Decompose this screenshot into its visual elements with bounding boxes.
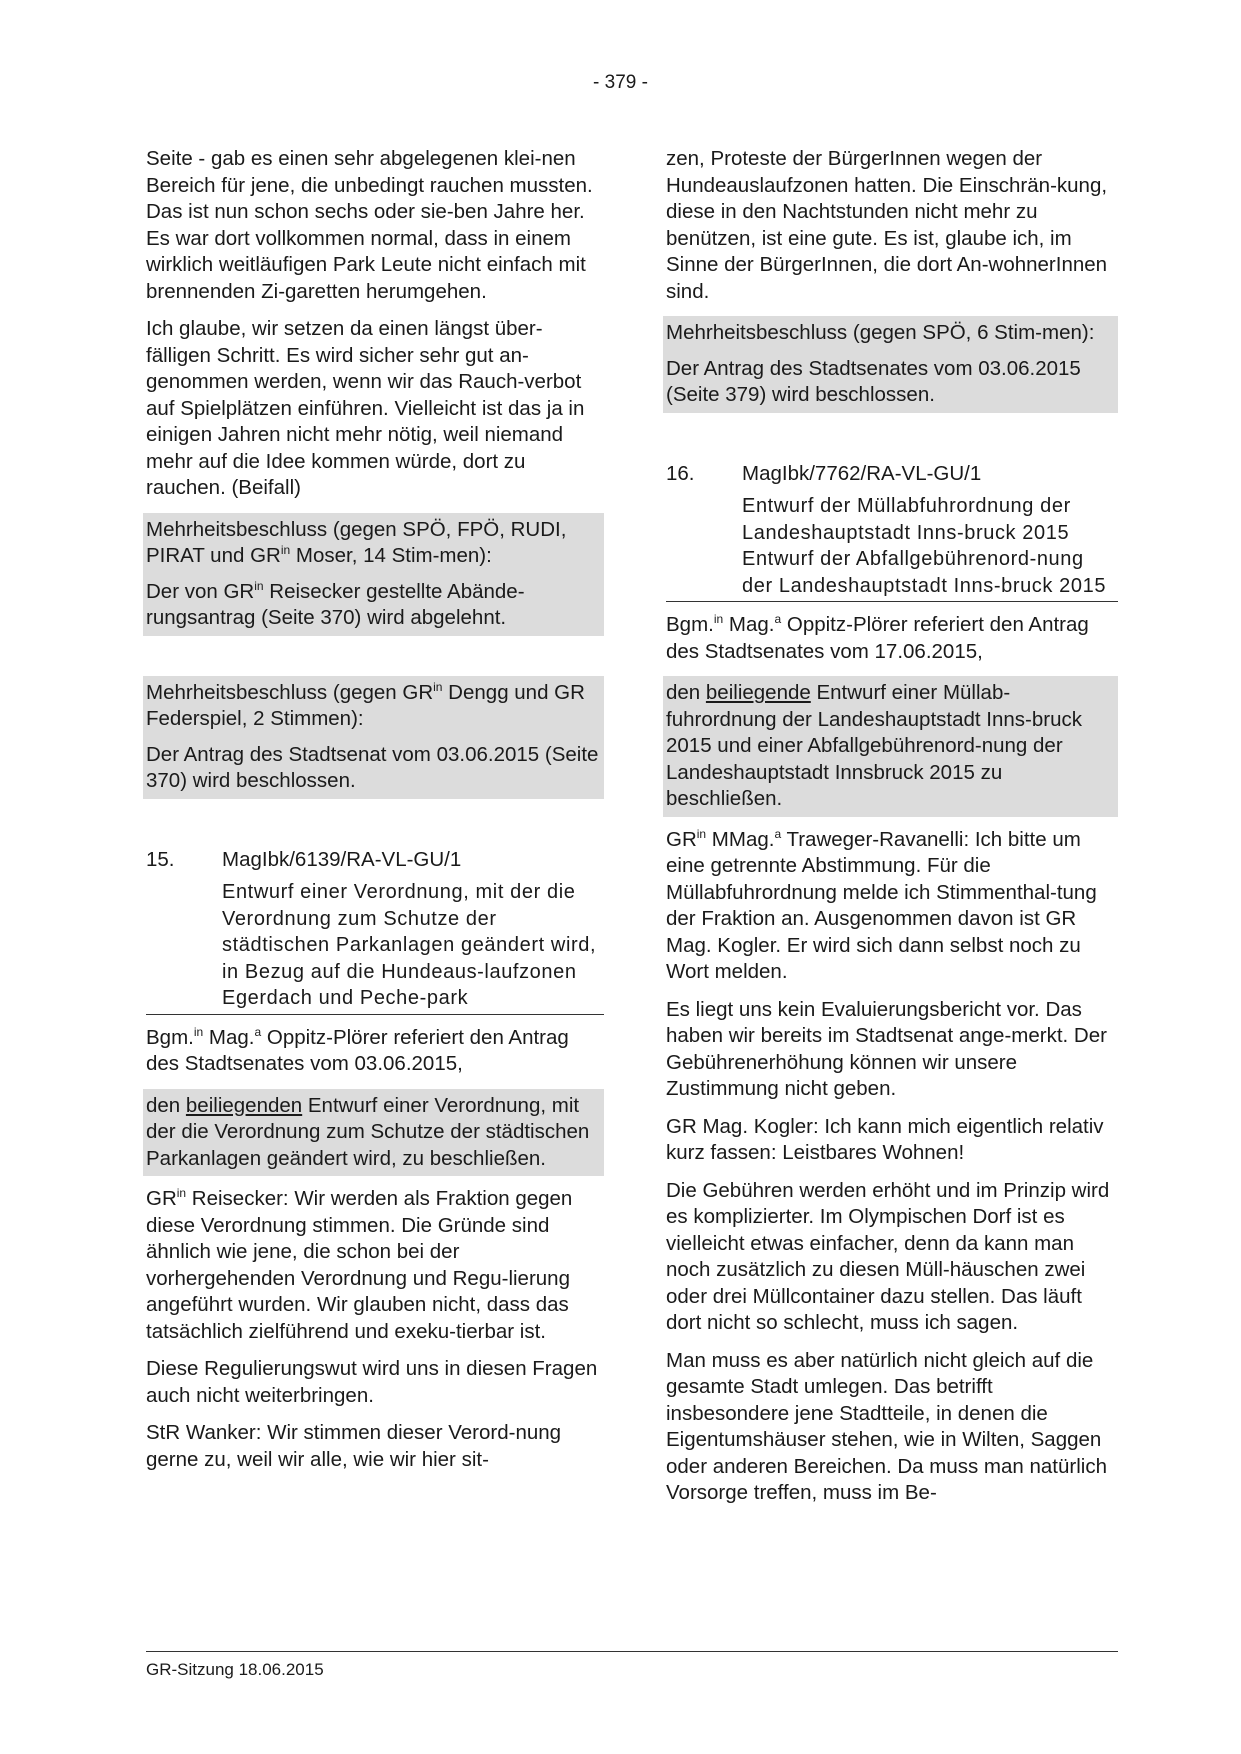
left-column [146,146,604,1484]
paragraph: Diese Regulierungswut wird uns in diesen Fragen auch nicht weiterbringen. [146,1357,598,1407]
right-column [666,146,1118,1518]
item-code: MagIbk/7762/RA-VL-GU/1 [742,461,982,485]
resolution-text: Mehrheitsbeschluss (gegen SPÖ, FPÖ, RUDI, PIRAT und $GR^{in}$ Moser, 14 Stim-men): [146,517,567,567]
footer-rule [146,1651,1118,1652]
footer-text: GR-Sitzung 18.06.2015 [146,1660,324,1679]
paragraph: $GR^{in}$ Reisecker: Wir werden als Fraktion gegen diese Verordnung stimmen. Die Gründe sind ähnlich wie jene, die schon bei der vorhergehenden Verordnung und Regu-lierung angeführt wurden. Wir glauben nicht, dass das tatsächlich zielführend und exeku-tierbar ist. [146,1186,573,1343]
paragraph: $GR^{in}$ MMag.$^a$ Traweger-Ravanelli: Ich bitte um eine getrennte Abstimmung. Für die Müllabfuhrordnung melde ich Stimmenthal-tung der Fraktion an. Ausgenommen davon ist GR Mag. Kogler. Er wird sich dann selbst noch zu Wort melden. [666,826,1097,983]
paragraph: Man muss es aber natürlich nicht gleich auf die gesamte Stadt umlegen. Das betrifft insbesondere jene Stadtteile, in denen die Eigentumshäuser stehen, wie in Wilten, Saggen oder anderen Bereichen. Da muss man natürlich Vorsorge treffen, muss im Be- [666,1348,1107,1504]
item-number: 15. [146,847,175,871]
paragraph: zen, Proteste der BürgerInnen wegen der Hundeauslaufzonen hatten. Die Einschrän-kung, diese in den Nachtstunden nicht mehr zu benützen, ist eine gute. Es ist, glaube ich, im Sinne der BürgerInnen, die dort An-wohnerInnen sind. [666,147,1108,303]
paragraph: Die Gebühren werden erhöht und im Prinzip wird es komplizierter. Im Olympischen Dorf ist es vielleicht etwas einfacher, denn da kann man noch zusätzlich zu diesen Müll-häuschen zwei oder drei Müllcontainer dazu stellen. Das läuft dort nicht so schlecht, muss ich sagen. [666,1178,1110,1334]
resolution-result: Der Antrag des Stadtsenat vom 03.06.2015 (Seite 370) wird beschlossen. [146,742,599,792]
item-title: Entwurf der Abfallgebührenord-nung der Landeshauptstadt Inns-bruck 2015 [742,548,1107,597]
resolution-text: Mehrheitsbeschluss (gegen SPÖ, 6 Stim-men): [666,321,1095,344]
paragraph: Bgm.$^{in}$ Mag.$^a$ Oppitz-Plörer referiert den Antrag des Stadtsenates vom 03.06.2015, [146,1024,569,1075]
resolution-box [143,513,604,636]
paragraph: StR Wanker: Wir stimmen dieser Verord-nung gerne zu, weil wir alle, wie wir hier sit- [146,1421,562,1471]
item-number: 16. [666,461,695,485]
paragraph: Es liegt uns kein Evaluierungsbericht vor. Das haben wir bereits im Stadtsenat ange-merkt. Der Gebührenerhöhung können wir unsere Zustimmung nicht geben. [666,997,1107,1100]
paragraph: GR Mag. Kogler: Ich kann mich eigentlich relativ kurz fassen: Leistbares Wohnen! [666,1114,1104,1164]
motion-box: den beiliegende Entwurf einer Müllab-fuhrordnung der Landeshauptstadt Inns-bruck 2015 und einer Abfallgebührenord-nung der Landeshauptstadt Innsbruck 2015 zu beschließen. [663,676,1118,817]
paragraph: Bgm.$^{in}$ Mag.$^a$ Oppitz-Plörer referiert den Antrag des Stadtsenates vom 17.06.2015, [666,612,1089,663]
agenda-item-16 [666,461,1118,603]
agenda-item-15 [146,847,604,1015]
resolution-box [143,676,604,799]
item-title: Entwurf der Müllabfuhrordnung der Landeshauptstadt Inns-bruck 2015 [742,495,1071,544]
resolution-result: Der von $GR^{in}$ Reisecker gestellte Abände-rungsantrag (Seite 370) wird abgelehnt. [146,578,525,629]
resolution-box [663,316,1118,413]
page-number: - 379 - [593,72,648,93]
paragraph: Ich glaube, wir setzen da einen längst über-fälligen Schritt. Es wird sicher sehr gut an-genommen werden, wenn wir das Rauch-verbot auf Spielplätzen einführen. Vielleicht ist das ja in einigen Jahren nicht mehr nötig, weil niemand mehr auf die Idee kommen würde, dort zu rauchen. (Beifall) [146,317,585,499]
resolution-text: Mehrheitsbeschluss (gegen $GR^{in}$ Dengg und GR Federspiel, 2 Stimmen): [146,679,585,730]
item-title: Entwurf einer Verordnung, mit der die Verordnung zum Schutze der städtischen Parkanlagen geändert wird, in Bezug auf die Hundeaus-laufzonen Egerdach und Peche-park [222,881,597,1009]
paragraph: Seite - gab es einen sehr abgelegenen klei-nen Bereich für jene, die unbedingt rauchen mussten. Das ist nun schon sechs oder sie-ben Jahre her. Es war dort vollkommen normal, dass in einem wirklich weitläufigen Park Leute nicht einfach mit brennenden Zi-garetten herumgehen. [146,147,593,303]
motion-box: den beiliegenden Entwurf einer Verordnung, mit der die Verordnung zum Schutze der städtischen Parkanlagen geändert wird, zu beschließen. [143,1089,604,1177]
item-code: MagIbk/6139/RA-VL-GU/1 [222,847,462,871]
resolution-result: Der Antrag des Stadtsenates vom 03.06.2015 (Seite 379) wird beschlossen. [666,356,1081,406]
